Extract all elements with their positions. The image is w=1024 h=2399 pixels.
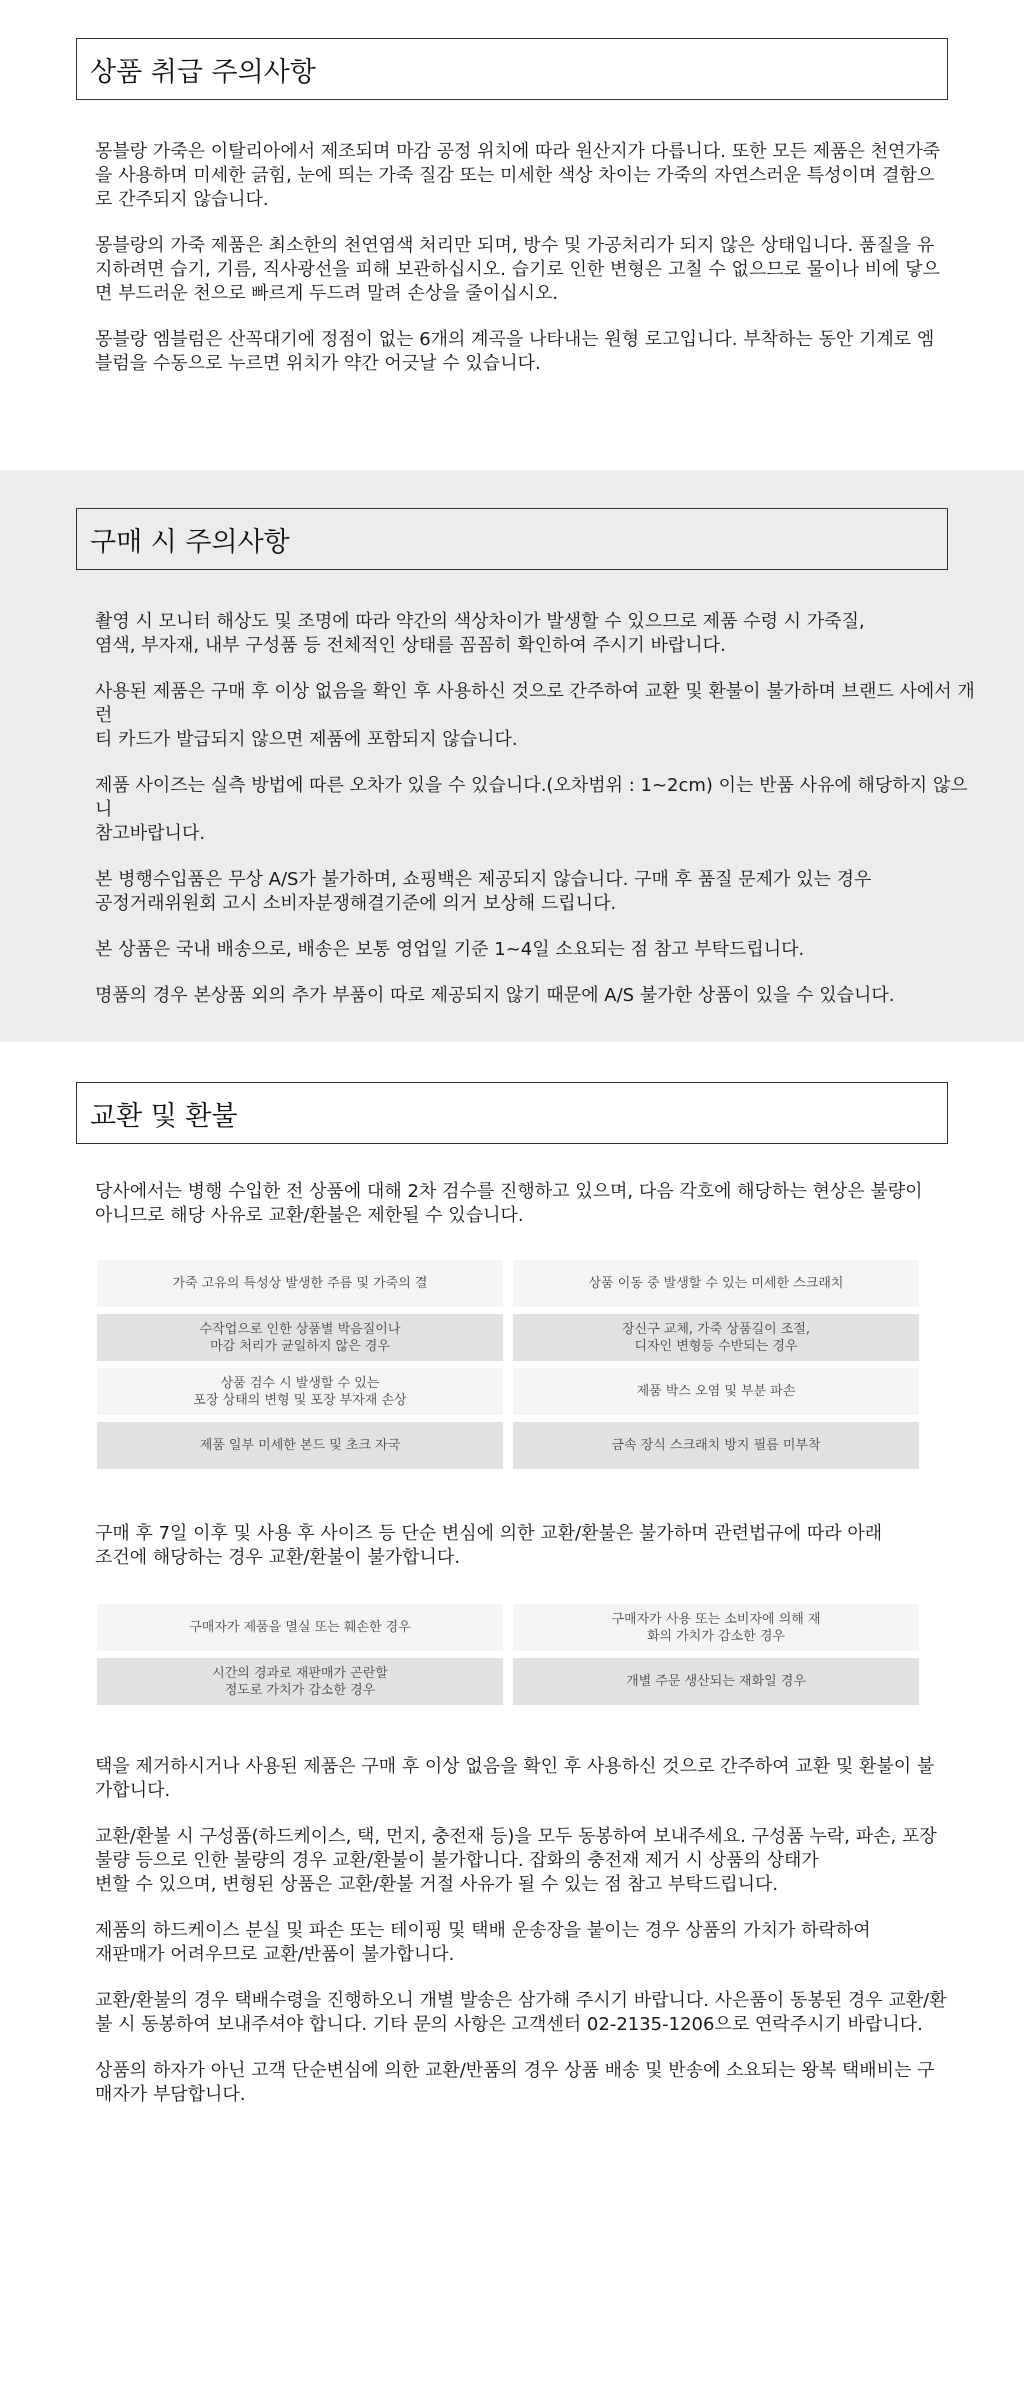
care-section xyxy=(0,0,1024,470)
defect-cell: 제품 박스 오염 및 부분 파손 xyxy=(513,1368,919,1415)
purchase-paragraph: 사용된 제품은 구매 후 이상 없음을 확인 후 사용하신 것으로 간주하여 교환 및 환불이 불가하며 브랜드 사에서 개런 티 카드가 발급되지 않으면 제품에 포함되지 않습니다. xyxy=(95,681,975,750)
defect-cell: 제품 일부 미세한 본드 및 초크 자국 xyxy=(97,1422,503,1469)
exchange-policy-block xyxy=(95,1522,980,1592)
defect-cell: 가죽 고유의 특성상 발생한 주름 및 가죽의 결 xyxy=(97,1260,503,1307)
exchange-note: 택을 제거하시거나 사용된 제품은 구매 후 이상 없음을 확인 후 사용하신 것으로 간주하여 교환 및 환불이 불 가합니다. xyxy=(95,1756,935,1801)
exchange-notes xyxy=(95,1755,980,2129)
restriction-grid xyxy=(97,1604,919,1705)
purchase-paragraph: 명품의 경우 본상품 외의 추가 부품이 따로 제공되지 않기 때문에 A/S 불가한 상품이 있을 수 있습니다. xyxy=(95,985,895,1006)
care-title: 상품 취급 주의사항 xyxy=(76,38,948,100)
exchange-note: 교환/환불의 경우 택배수령을 진행하오니 개별 발송은 삼가해 주시기 바랍니다. 사은품이 동봉된 경우 교환/환 불 시 동봉하여 보내주셔야 합니다. 기타 문의 사항은 고객센터 02-2135-1206으로 연락주시기 바랍니다. xyxy=(95,1990,947,2035)
restriction-cell: 구매자가 사용 또는 소비자에 의해 재 화의 가치가 감소한 경우 xyxy=(513,1604,919,1651)
exchange-note: 교환/환불 시 구성품(하드케이스, 택, 먼지, 충전재 등)을 모두 동봉하여 보내주세요. 구성품 누락, 파손, 포장 불량 등으로 인한 불량의 경우 교환/환불이 불가합니다. 잡화의 충전재 제거 시 상품의 상태가 변할 수 있으며, 변형된 상품은 교환/환불 거절 사유가 될 수 있는 점 참고 부탁드립니다. xyxy=(95,1826,937,1895)
exchange-note: 상품의 하자가 아닌 고객 단순변심에 의한 교환/반품의 경우 상품 배송 및 반송에 소요되는 왕복 택배비는 구 매자가 부담합니다. xyxy=(95,2060,935,2105)
purchase-paragraph: 본 병행수입품은 무상 A/S가 불가하며, 쇼핑백은 제공되지 않습니다. 구매 후 품질 문제가 있는 경우 공정거래위원회 고시 소비자분쟁해결기준에 의거 보상해 드립니다. xyxy=(95,869,872,914)
defect-grid xyxy=(97,1260,919,1469)
exchange-intro-block xyxy=(95,1180,980,1250)
exchange-policy: 구매 후 7일 이후 및 사용 후 사이즈 등 단순 변심에 의한 교환/환불은 불가하며 관련법규에 따라 아래 조건에 해당하는 경우 교환/환불이 불가합니다. xyxy=(95,1523,883,1568)
purchase-paragraph: 제품 사이즈는 실측 방법에 따른 오차가 있을 수 있습니다.(오차범위 : 1~2cm) 이는 반품 사유에 해당하지 않으니 참고바랍니다. xyxy=(95,775,968,844)
exchange-title: 교환 및 환불 xyxy=(76,1082,948,1144)
defect-cell: 금속 장식 스크래치 방지 필름 미부착 xyxy=(513,1422,919,1469)
care-paragraph: 몽블랑 가죽은 이탈리아에서 제조되며 마감 공정 위치에 따라 원산지가 다릅니다. 또한 모든 제품은 천연가죽 을 사용하며 미세한 긁힘, 눈에 띄는 가죽 질감 또는 미세한 색상 차이는 가죽의 자연스러운 특성이며 결함으 로 간주되지 않습니다. xyxy=(95,141,941,210)
exchange-section xyxy=(0,1042,1024,2399)
defect-cell: 수작업으로 인한 상품별 박음질이나 마감 처리가 균일하지 않은 경우 xyxy=(97,1314,503,1361)
exchange-intro: 당사에서는 병행 수입한 전 상품에 대해 2차 검수를 진행하고 있으며, 다음 각호에 해당하는 현상은 불량이 아니므로 해당 사유로 교환/환불은 제한될 수 있습니다. xyxy=(95,1181,923,1226)
purchase-paragraph: 본 상품은 국내 배송으로, 배송은 보통 영업일 기준 1~4일 소요되는 점 참고 부탁드립니다. xyxy=(95,939,805,960)
care-paragraph: 몽블랑의 가죽 제품은 최소한의 천연염색 처리만 되며, 방수 및 가공처리가 되지 않은 상태입니다. 품질을 유 지하려면 습기, 기름, 직사광선을 피해 보관하십시오. 습기로 인한 변형은 고칠 수 없으므로 물이나 비에 닿으 면 부드러운 천으로 빠르게 두드려 말려 손상을 줄이십시오. xyxy=(95,235,940,304)
restriction-cell: 구매자가 제품을 멸실 또는 훼손한 경우 xyxy=(97,1604,503,1651)
purchase-paragraph: 촬영 시 모니터 해상도 및 조명에 따라 약간의 색상차이가 발생할 수 있으므로 제품 수령 시 가죽질, 염색, 부자재, 내부 구성품 등 전체적인 상태를 꼼꼼히 확인하여 주시기 바랍니다. xyxy=(95,611,865,656)
exchange-note: 제품의 하드케이스 분실 및 파손 또는 테이핑 및 택배 운송장을 붙이는 경우 상품의 가치가 하락하여 재판매가 어려우므로 교환/반품이 불가합니다. xyxy=(95,1920,871,1965)
restriction-cell: 시간의 경과로 재판매가 곤란할 정도로 가치가 감소한 경우 xyxy=(97,1658,503,1705)
defect-cell: 상품 검수 시 발생할 수 있는 포장 상태의 변형 및 포장 부자재 손상 xyxy=(97,1368,503,1415)
purchase-title: 구매 시 주의사항 xyxy=(76,508,948,570)
care-body xyxy=(95,140,980,398)
defect-cell: 장신구 교체, 가죽 상품길이 조절, 디자인 변형등 수반되는 경우 xyxy=(513,1314,919,1361)
purchase-body xyxy=(95,610,980,1030)
care-paragraph: 몽블랑 엠블럼은 산꼭대기에 정점이 없는 6개의 계곡을 나타내는 원형 로고입니다. 부착하는 동안 기계로 엠 블럼을 수동으로 누르면 위치가 약간 어긋날 수 있습니다. xyxy=(95,329,935,374)
restriction-cell: 개별 주문 생산되는 재화일 경우 xyxy=(513,1658,919,1705)
defect-cell: 상품 이동 중 발생할 수 있는 미세한 스크래치 xyxy=(513,1260,919,1307)
purchase-section xyxy=(0,470,1024,1042)
